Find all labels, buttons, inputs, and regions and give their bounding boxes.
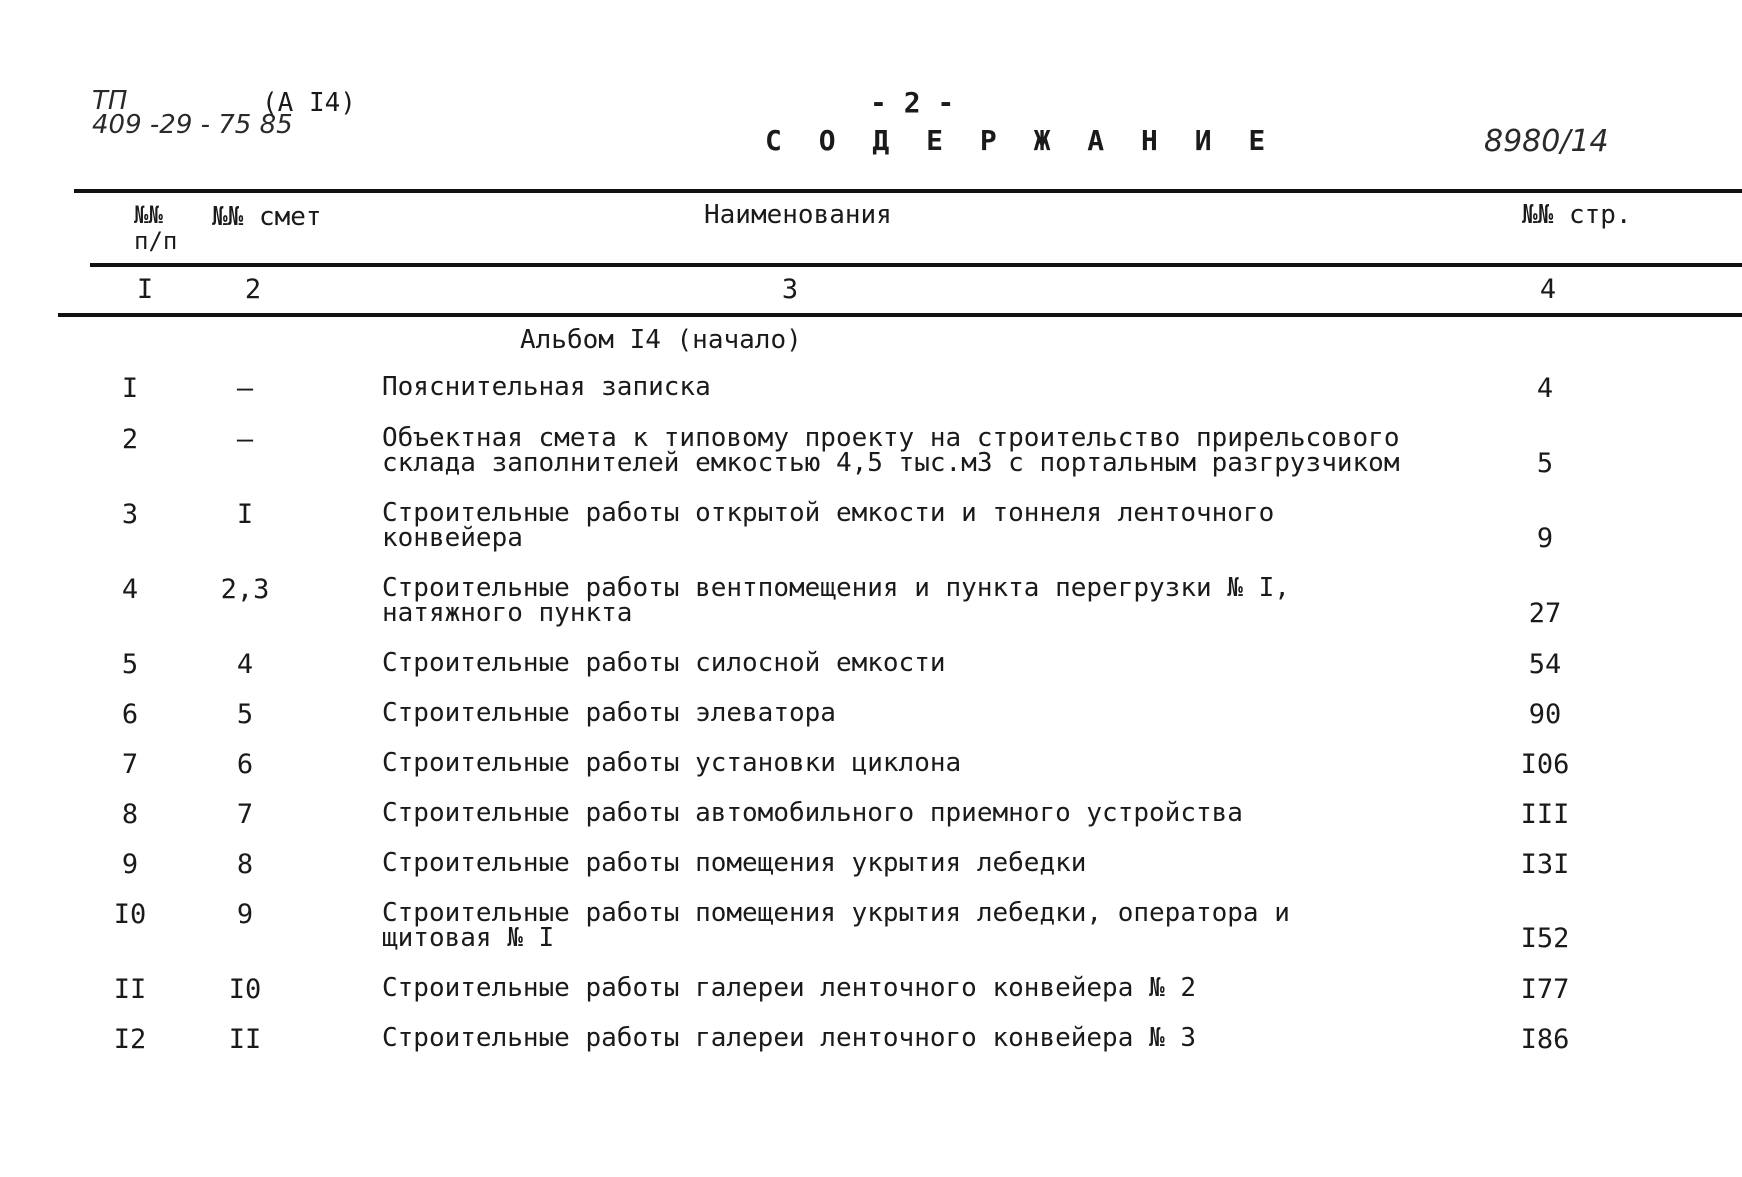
row-name <box>382 372 711 402</box>
row-page-number: I06 <box>1520 749 1570 780</box>
row-page-number: 90 <box>1528 699 1562 730</box>
row-name <box>382 898 1290 953</box>
row-page-number: I86 <box>1520 1024 1570 1055</box>
row-estimate-number: I0 <box>228 974 262 1005</box>
row-estimate-number: 4 <box>236 649 254 680</box>
row-name-line: Строительные работы помещения укрытия лебедки, оператора и <box>382 898 1290 928</box>
col-header-no-line1: №№ <box>134 201 163 229</box>
row-number: I0 <box>113 899 147 930</box>
row-page-number: 4 <box>1536 373 1554 404</box>
row-name <box>382 973 1196 1003</box>
col-header-name: Наименования <box>704 200 892 230</box>
table-row <box>0 899 1742 959</box>
row-page-number: I52 <box>1520 923 1570 954</box>
row-page-number: 5 <box>1536 448 1554 479</box>
row-estimate-number: 8 <box>236 849 254 880</box>
row-number: 8 <box>121 799 139 830</box>
row-page-number: I77 <box>1520 974 1570 1005</box>
row-name <box>382 848 1087 878</box>
col-header-estimate: №№ смет <box>212 202 322 232</box>
page-number: - 2 - <box>870 86 955 119</box>
row-number: 9 <box>121 849 139 880</box>
row-name-line: Строительные работы элеватора <box>382 698 836 728</box>
row-number: 3 <box>121 499 139 530</box>
row-number: I <box>121 373 139 404</box>
row-name <box>382 648 946 678</box>
row-number: 4 <box>121 574 139 605</box>
row-estimate-number: 6 <box>236 749 254 780</box>
section-title: Альбом I4 (начало) <box>520 325 802 355</box>
table-header-rule <box>90 263 1742 267</box>
page-title: С О Д Е Р Ж А Н И Е <box>765 124 1276 157</box>
row-name-line: Объектная смета к типовому проекту на строительство прирельсового <box>382 423 1400 453</box>
row-name-line: Строительные работы автомобильного приемного устройства <box>382 798 1243 828</box>
table-row <box>0 1024 1742 1084</box>
row-name-line: Пояснительная записка <box>382 372 711 402</box>
row-name <box>382 498 1275 553</box>
row-page-number: 54 <box>1528 649 1562 680</box>
table-row <box>0 574 1742 634</box>
col-header-page: №№ стр. <box>1522 200 1632 230</box>
table-row <box>0 424 1742 484</box>
row-estimate-number: 7 <box>236 799 254 830</box>
row-name-line: Строительные работы галереи ленточного конвейера № 2 <box>382 973 1196 1003</box>
row-number: I2 <box>113 1024 147 1055</box>
row-name <box>382 698 836 728</box>
row-name-line: Строительные работы силосной емкости <box>382 648 946 678</box>
row-number: 5 <box>121 649 139 680</box>
row-page-number: III <box>1520 799 1570 830</box>
row-number: 7 <box>121 749 139 780</box>
row-name-line: Строительные работы установки циклона <box>382 748 962 778</box>
table-numbers-rule <box>58 313 1742 317</box>
row-estimate-number: 9 <box>236 899 254 930</box>
row-name-line: склада заполнителей емкостью 4,5 тыс.м3 с портальным разгрузчиком <box>382 448 1400 478</box>
row-number: 6 <box>121 699 139 730</box>
row-page-number: 9 <box>1536 523 1554 554</box>
col-header-no <box>134 202 177 254</box>
row-name <box>382 573 1290 628</box>
row-name-line: Строительные работы галереи ленточного конвейера № 3 <box>382 1023 1196 1053</box>
table-top-rule <box>74 189 1742 193</box>
row-page-number: I3I <box>1520 849 1570 880</box>
row-number: II <box>113 974 147 1005</box>
inventory-number: 8980/14 <box>1484 124 1609 159</box>
album-ref: (А I4) <box>262 88 356 118</box>
row-estimate-number: I <box>236 499 254 530</box>
row-page-number: 27 <box>1528 598 1562 629</box>
row-estimate-number: II <box>228 1024 262 1055</box>
row-name <box>382 1023 1196 1053</box>
col-number-2: 2 <box>244 274 262 305</box>
row-name <box>382 798 1243 828</box>
row-number: 2 <box>121 424 139 455</box>
row-name-line: натяжного пункта <box>382 598 633 628</box>
row-estimate-number: 5 <box>236 699 254 730</box>
col-number-1: I <box>136 274 154 305</box>
row-name-line: конвейера <box>382 523 523 553</box>
table-row <box>0 499 1742 559</box>
row-name-line: щитовая № I <box>382 923 555 953</box>
col-number-3: 3 <box>781 274 799 305</box>
col-number-4: 4 <box>1539 274 1557 305</box>
row-name-line: Строительные работы вентпомещения и пункта перегрузки № I, <box>382 573 1290 603</box>
stamp-top: ТП <box>92 86 128 116</box>
col-header-no-line2: п/п <box>134 227 178 255</box>
row-estimate-number: – <box>236 424 254 455</box>
row-estimate-number: 2,3 <box>220 574 270 605</box>
row-estimate-number: – <box>236 373 254 404</box>
stamp-code: 409 -29 - 75 85 <box>92 110 293 140</box>
row-name-line: Строительные работы открытой емкости и тоннеля ленточного <box>382 498 1275 528</box>
row-name-line: Строительные работы помещения укрытия лебедки <box>382 848 1087 878</box>
row-name <box>382 748 962 778</box>
row-name <box>382 423 1400 478</box>
